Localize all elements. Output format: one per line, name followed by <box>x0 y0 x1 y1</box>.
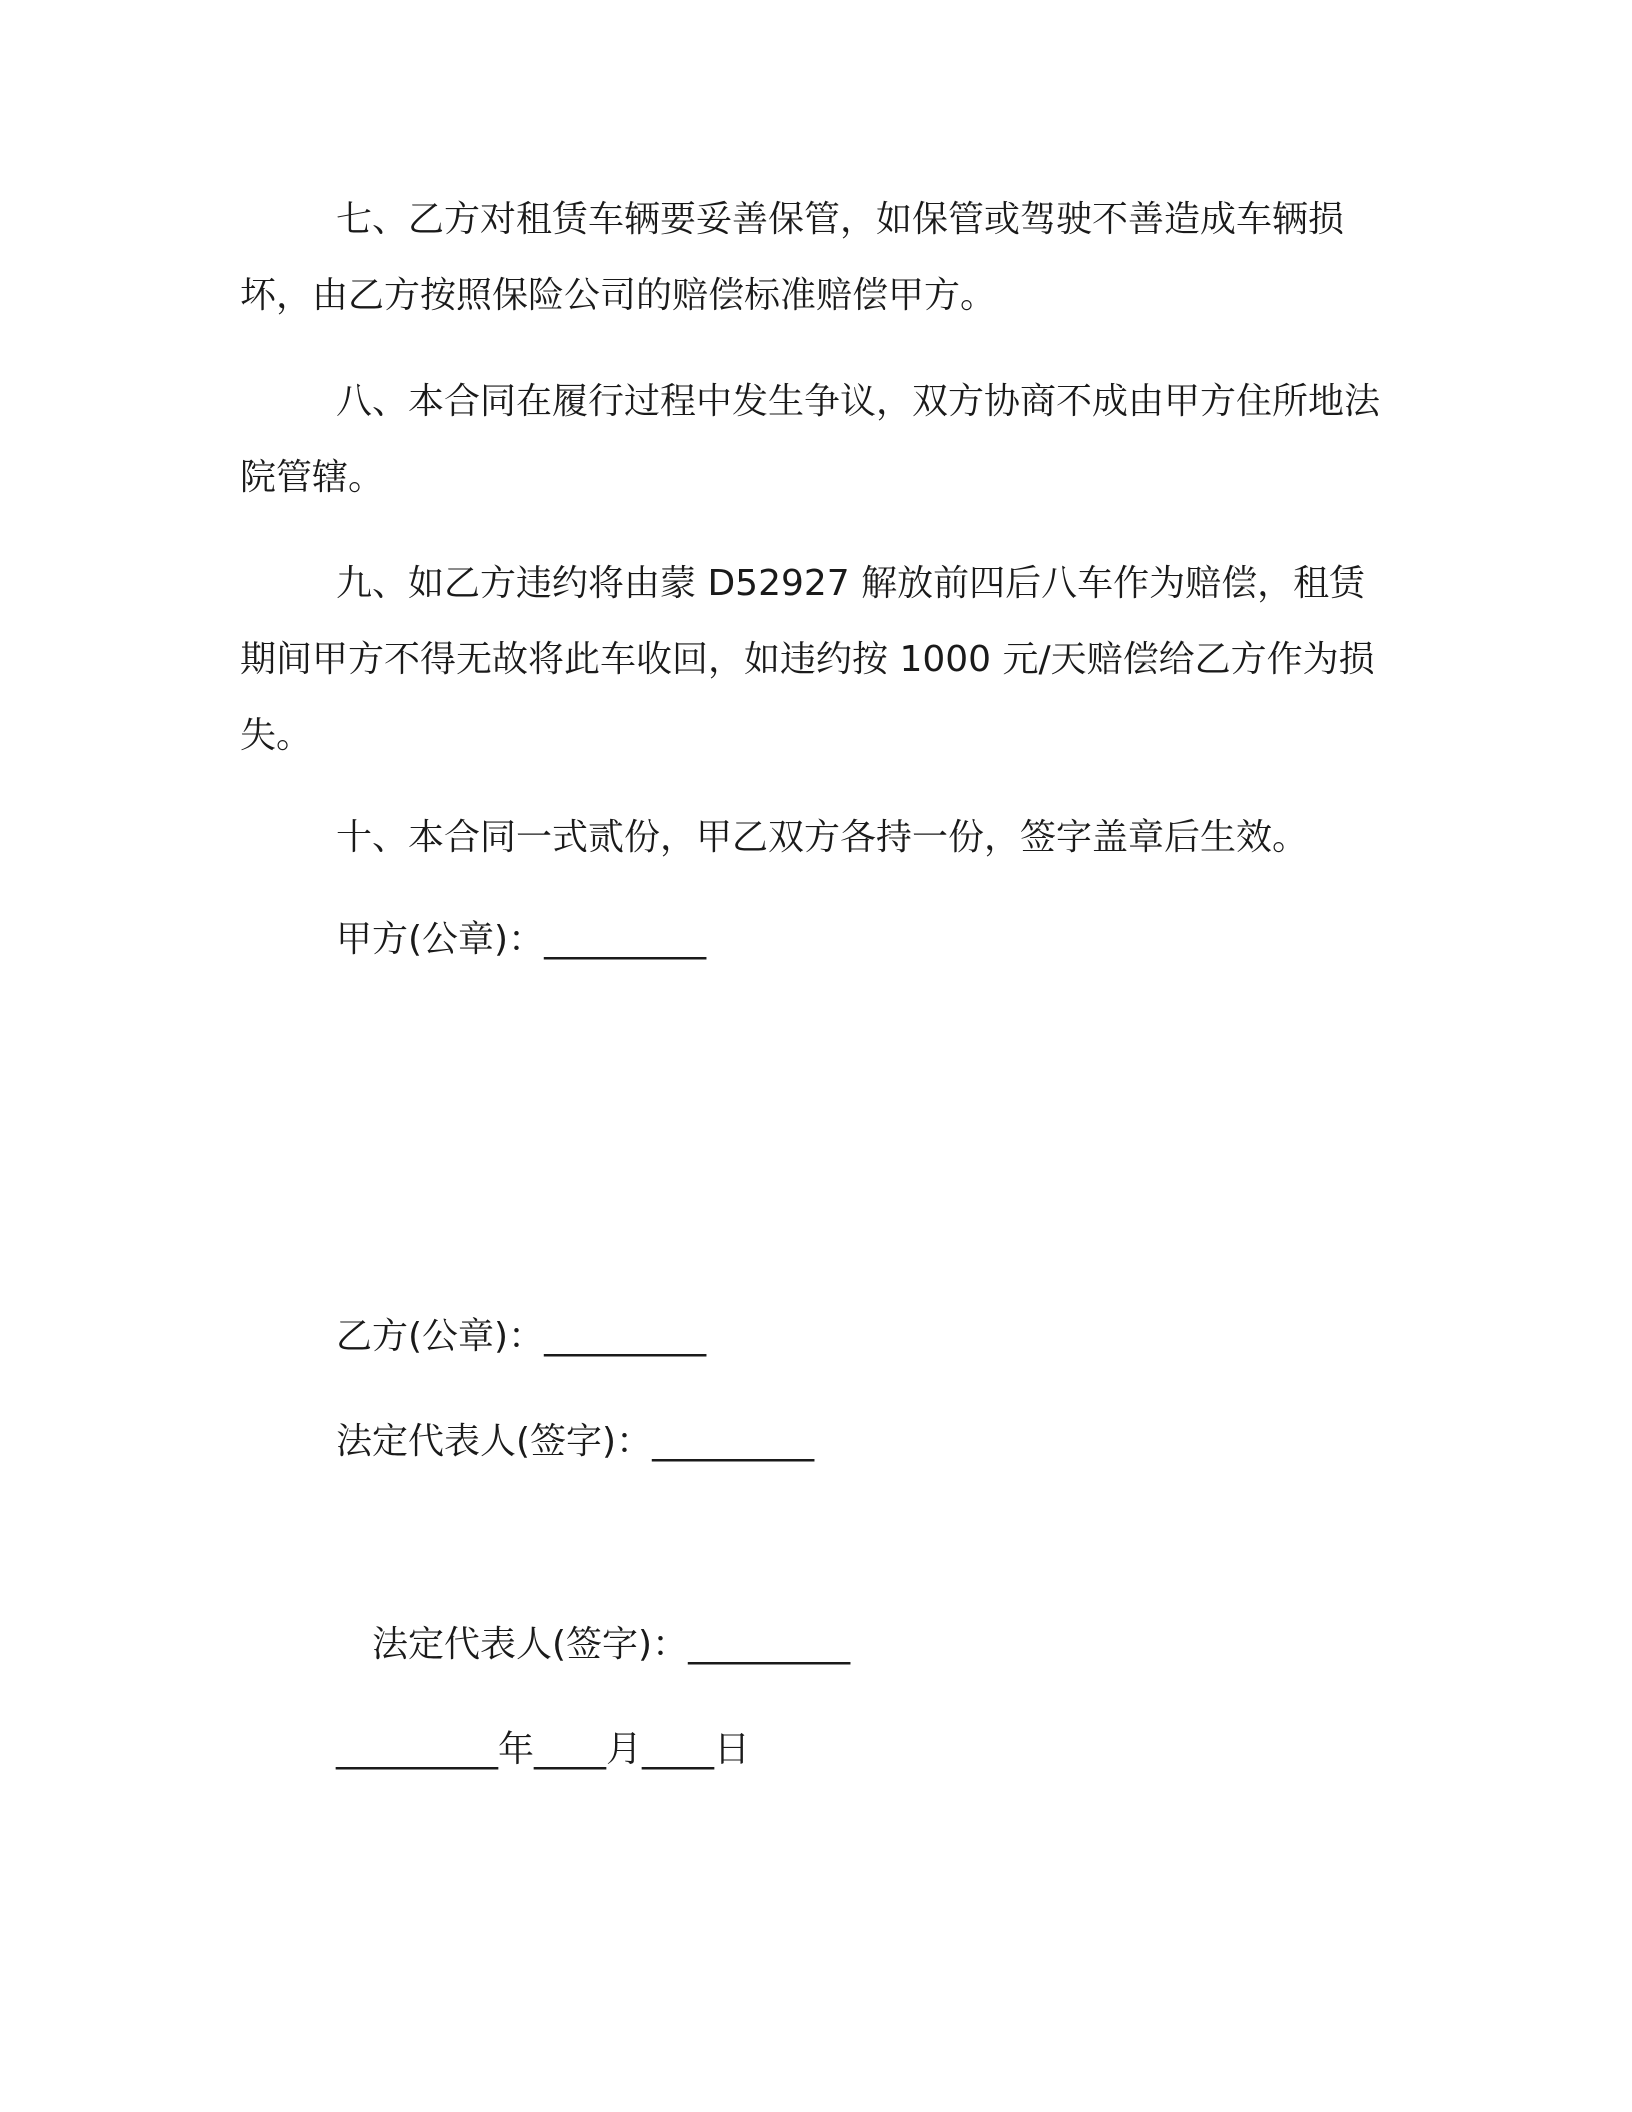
clause-9: 九、如乙方违约将由蒙 D52927 解放前四后八车作为赔偿，租赁期间甲方不得无故将此车收回，如违约按 1000 元/天赔偿给乙方作为损失。 <box>240 563 1375 756</box>
clause-10: 十、本合同一式贰份，甲乙双方各持一份，签字盖章后生效。 <box>336 817 1309 858</box>
party-b-seal-line: 乙方(公章)：_________ <box>336 1316 707 1357</box>
party-a-seal-line: 甲方(公章)：_________ <box>336 919 707 960</box>
clause-8: 八、本合同在履行过程中发生争议，双方协商不成由甲方住所地法院管辖。 <box>240 381 1381 498</box>
legal-representative-line-2: 法定代表人(签字)：_________ <box>372 1624 851 1665</box>
date-line: _________年____月____日 <box>336 1729 750 1770</box>
legal-representative-line-1: 法定代表人(签字)：_________ <box>336 1421 815 1462</box>
clause-7: 七、乙方对租赁车辆要妥善保管，如保管或驾驶不善造成车辆损坏，由乙方按照保险公司的赔偿标准赔偿甲方。 <box>240 199 1345 316</box>
